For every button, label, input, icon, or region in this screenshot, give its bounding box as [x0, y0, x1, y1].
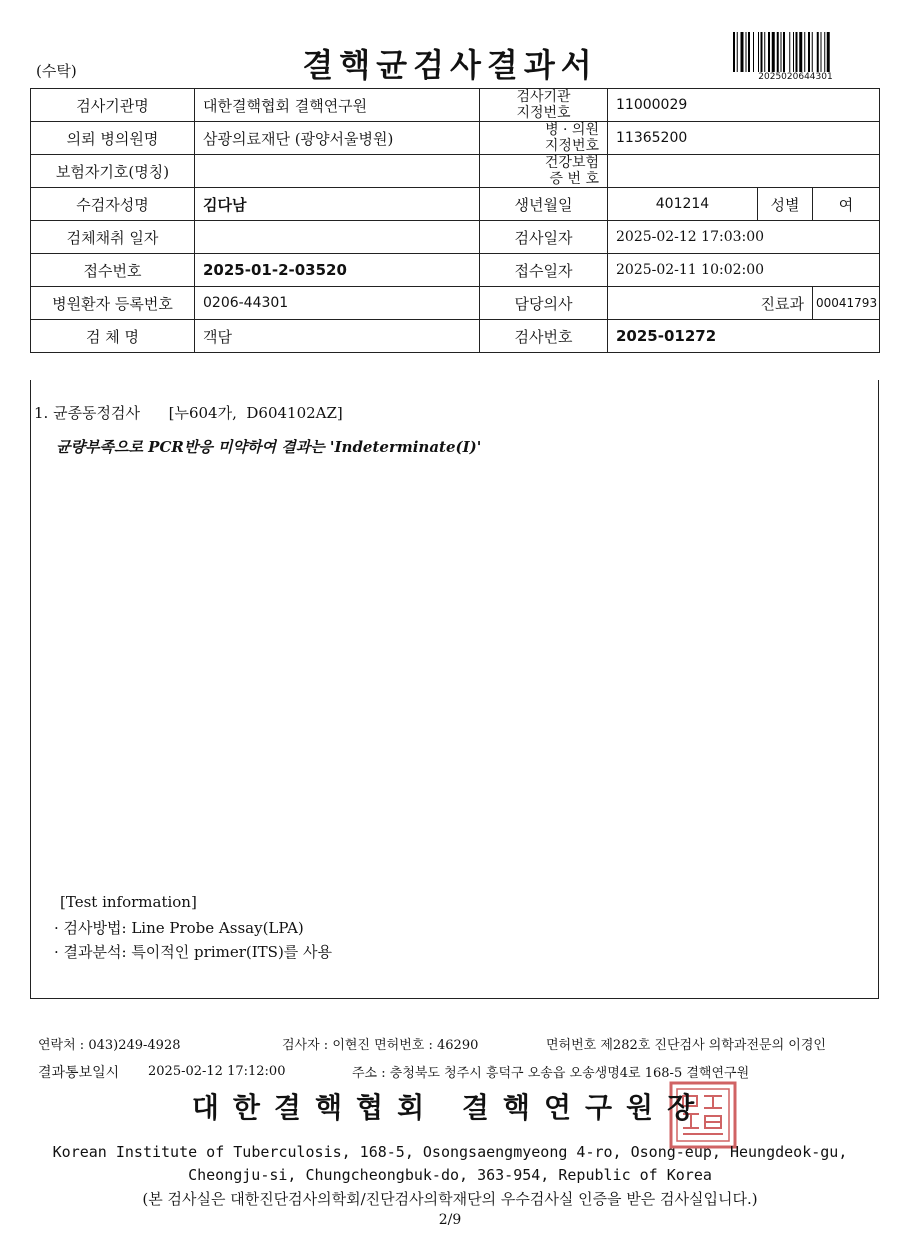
commission-label: (수탁)	[36, 62, 77, 80]
test-line: 1. 균종동정검사 [누604가, D604102AZ]	[34, 404, 343, 422]
patient-reg-label: 병원환자 등록번호	[31, 287, 195, 320]
birth-value: 401214	[608, 188, 758, 221]
notify-value: 2025-02-12 17:12:00	[148, 1064, 286, 1079]
test-date-label: 검사일자	[480, 221, 608, 254]
doctor-cell	[608, 287, 813, 320]
table-row	[31, 122, 880, 155]
collection-date-label: 검체채취 일자	[31, 221, 195, 254]
insurance-card-label: 건강보험 증 번 호	[480, 155, 608, 188]
hospital-code-value: 11365200	[608, 122, 880, 155]
receipt-no-label: 접수번호	[31, 254, 195, 287]
table-row	[31, 320, 880, 353]
patient-name-value: 김다남	[195, 188, 480, 221]
receipt-date-value: 2025-02-11 10:02:00	[608, 254, 880, 287]
test-info-heading: [Test information]	[60, 893, 197, 911]
contact: 연락처 : 043)249-4928	[38, 1038, 181, 1053]
result-text: 균량부족으로 PCR반응 미약하여 결과는 'Indeterminate(I)'	[56, 438, 482, 456]
specialist: 면허번호 제282호 진단검사 의학과전문의 이경인	[546, 1038, 826, 1053]
test-method: · 검사방법: Line Probe Assay(LPA)	[54, 919, 304, 937]
table-row	[31, 155, 880, 188]
barcode-number: 2025020644301	[758, 72, 833, 82]
birth-label: 생년월일	[480, 188, 608, 221]
insured-value	[195, 155, 480, 188]
organization-name: 대한결핵협회 결핵연구원장	[191, 1091, 709, 1124]
table-row	[31, 89, 880, 122]
english-address-line-2: Cheongju-si, Chungcheongbuk-do, 363-954, Republic of Korea	[188, 1166, 712, 1184]
institution-value: 대한결핵협회 결핵연구원	[195, 89, 480, 122]
patient-reg-value: 0206-44301	[195, 287, 480, 320]
insured-label: 보험자기호(명칭)	[31, 155, 195, 188]
page-number: 2/9	[438, 1212, 462, 1228]
institution-label: 검사기관명	[31, 89, 195, 122]
barcode-icon	[733, 32, 858, 72]
test-no-value: 2025-01272	[608, 320, 880, 353]
insurance-card-value	[608, 155, 880, 188]
hospital-value: 삼광의료재단 (광양서울병원)	[195, 122, 480, 155]
collection-date-value	[195, 221, 480, 254]
english-address-line-1: Korean Institute of Tuberculosis, 168-5, Osongsaengmyeong 4-ro, Osong-eup, Heungdeok-gu,	[52, 1143, 848, 1161]
patient-info-table	[30, 88, 880, 353]
table-row	[31, 188, 880, 221]
certification-note: (본 검사실은 대한진단검사의학회/진단검사의학재단의 우수검사실 인증을 받은 검사실입니다.)	[142, 1190, 758, 1208]
doctor-label: 담당의사	[480, 287, 608, 320]
document-title: 결핵균검사결과서	[302, 46, 598, 84]
sex-value: 여	[813, 188, 880, 221]
address: 주소 : 충청북도 청주시 흥덕구 오송읍 오송생명4로 168-5 결핵연구원	[352, 1066, 750, 1081]
receipt-date-label: 접수일자	[480, 254, 608, 287]
patient-name-label: 수검자성명	[31, 188, 195, 221]
hospital-label: 의뢰 병의원명	[31, 122, 195, 155]
institution-code-value: 11000029	[608, 89, 880, 122]
table-row	[31, 221, 880, 254]
institution-code-label: 검사기관 지정번호	[480, 89, 608, 122]
department-label: 진료과	[760, 294, 804, 313]
department-value: 00041793	[813, 287, 880, 320]
table-row	[31, 287, 880, 320]
test-analysis: · 결과분석: 특이적인 primer(ITS)를 사용	[54, 943, 333, 961]
table-row	[31, 254, 880, 287]
receipt-no-value: 2025-01-2-03520	[195, 254, 480, 287]
notify-label: 결과통보일시	[38, 1065, 120, 1081]
test-no-label: 검사번호	[480, 320, 608, 353]
hospital-code-label: 병 · 의원 지정번호	[480, 122, 608, 155]
tester: 검사자 : 이현진 면허번호 : 46290	[282, 1038, 479, 1053]
sex-label: 성별	[758, 188, 813, 221]
specimen-value: 객담	[195, 320, 480, 353]
specimen-label: 검 체 명	[31, 320, 195, 353]
test-date-value: 2025-02-12 17:03:00	[608, 221, 880, 254]
